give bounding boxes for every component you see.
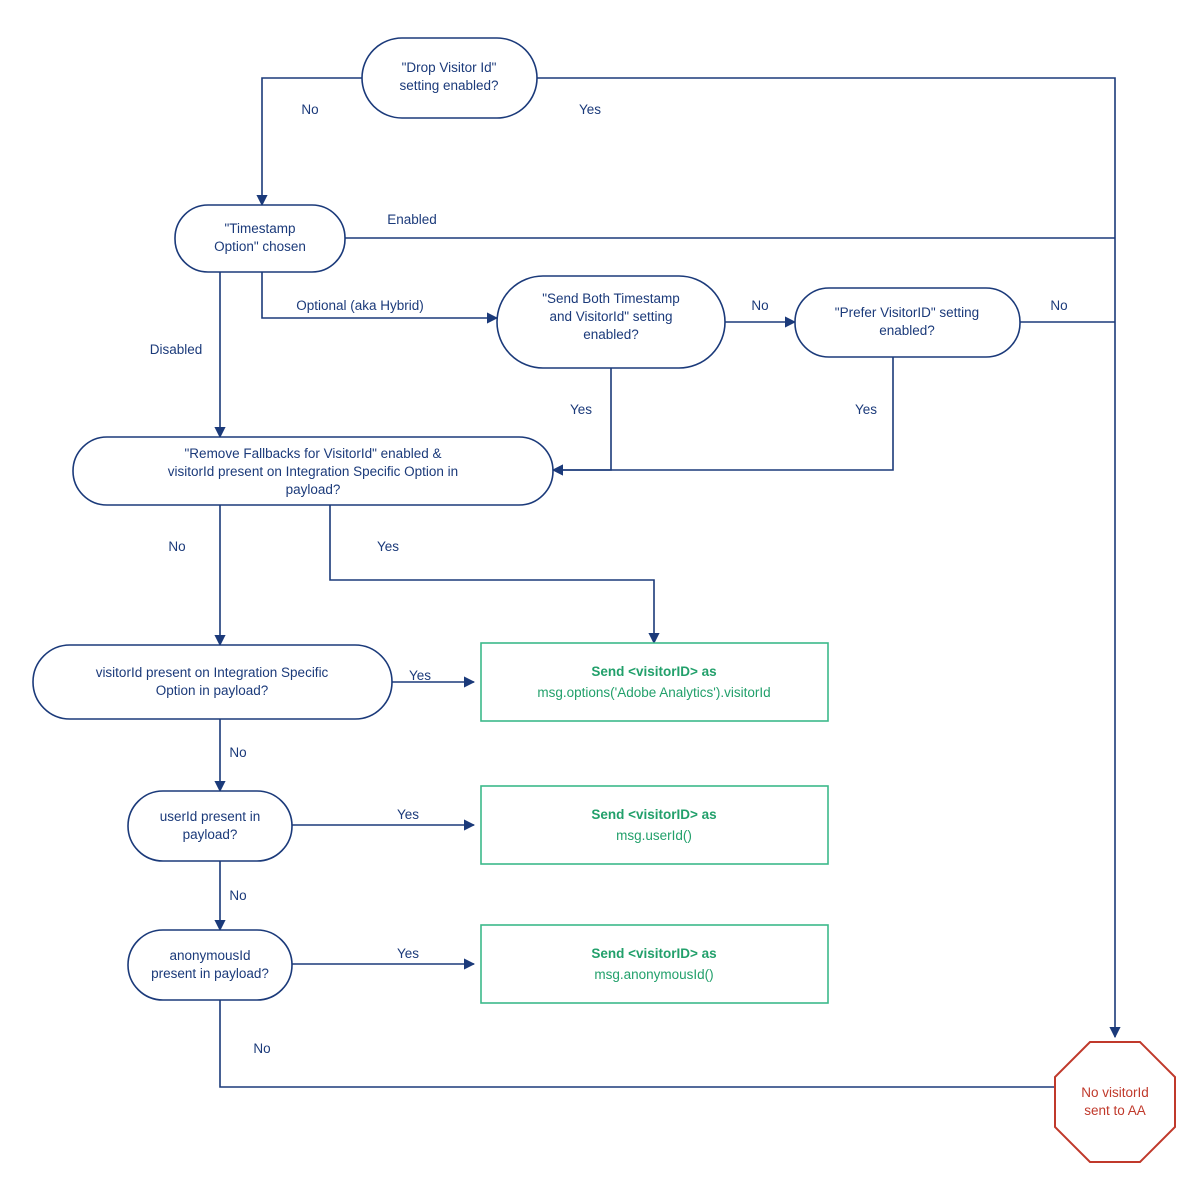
node-remove-fallbacks-line-2: visitorId present on Integration Specific Option in	[167, 464, 459, 479]
action-send-visitorid-options-sub: msg.options('Adobe Analytics').visitorId	[537, 685, 771, 700]
edge-label-sendboth-yes: Yes	[569, 402, 593, 417]
node-send-both	[497, 276, 725, 368]
edge-removefallbacks-yes	[330, 505, 654, 643]
edge-label-timestamp-disabled: Disabled	[149, 342, 203, 357]
edge-prefer-yes	[553, 357, 893, 470]
node-stop-line-1: No visitorId	[1081, 1085, 1149, 1100]
edge-sendboth-yes	[553, 368, 611, 470]
edge-label-drop-no: No	[301, 102, 319, 117]
node-drop-visitor-id-line-1: "Drop Visitor Id"	[401, 60, 497, 75]
node-remove-fallbacks-line-1: "Remove Fallbacks for VisitorId" enabled &	[184, 446, 442, 461]
edge-label-prefer-no: No	[1050, 298, 1068, 313]
edge-label-anonymousid-no: No	[253, 1041, 271, 1056]
node-anonymousid-present	[128, 930, 292, 1000]
node-userid-present-line-2: payload?	[182, 827, 238, 842]
edge-label-timestamp-optional: Optional (aka Hybrid)	[296, 298, 424, 313]
node-prefer-visitorid-line-2: enabled?	[879, 323, 935, 338]
action-send-visitorid-anonymousid	[481, 925, 828, 1003]
node-send-both-line-1: "Send Both Timestamp	[542, 291, 680, 306]
node-stop-no-visitorid	[1055, 1042, 1175, 1162]
action-send-visitorid-userid-sub: msg.userId()	[616, 828, 692, 843]
node-remove-fallbacks	[73, 437, 553, 505]
node-timestamp-option-line-2: Option" chosen	[214, 239, 306, 254]
node-prefer-visitorid	[795, 288, 1020, 357]
node-send-both-line-3: enabled?	[583, 327, 639, 342]
action-send-visitorid-userid-title: Send <visitorID> as	[591, 807, 717, 822]
edge-label-anonymousid-yes: Yes	[396, 946, 420, 961]
edge-label-drop-yes: Yes	[578, 102, 602, 117]
edge-label-visitorid-yes: Yes	[408, 668, 432, 683]
node-send-both-line-2: and VisitorId" setting	[549, 309, 673, 324]
node-userid-present	[128, 791, 292, 861]
node-remove-fallbacks-line-3: payload?	[285, 482, 341, 497]
action-send-visitorid-options-title: Send <visitorID> as	[591, 664, 717, 679]
node-anonymousid-present-line-2: present in payload?	[151, 966, 269, 981]
node-prefer-visitorid-line-1: "Prefer VisitorID" setting	[834, 305, 980, 320]
edge-anonymousid-no	[220, 1000, 1078, 1087]
node-visitorid-present	[33, 645, 392, 719]
edge-label-removefallbacks-yes: Yes	[376, 539, 400, 554]
node-timestamp-option-line-1: "Timestamp	[224, 221, 296, 236]
edge-label-prefer-yes: Yes	[854, 402, 878, 417]
edge-label-userid-no: No	[229, 888, 247, 903]
node-timestamp-option	[175, 205, 345, 272]
node-userid-present-line-1: userId present in	[159, 809, 261, 824]
action-send-visitorid-userid	[481, 786, 828, 864]
node-drop-visitor-id-line-2: setting enabled?	[399, 78, 499, 93]
edge-label-removefallbacks-no: No	[168, 539, 186, 554]
edge-label-timestamp-enabled: Enabled	[387, 212, 437, 227]
node-stop-line-2: sent to AA	[1084, 1103, 1146, 1118]
edge-label-userid-yes: Yes	[396, 807, 420, 822]
node-visitorid-present-line-2: Option in payload?	[155, 683, 269, 698]
action-send-visitorid-anonymousid-sub: msg.anonymousId()	[594, 967, 714, 982]
edge-label-visitorid-no: No	[229, 745, 247, 760]
edge-label-sendboth-no: No	[751, 298, 769, 313]
edge-drop-yes	[537, 78, 1115, 1037]
node-visitorid-present-line-1: visitorId present on Integration Specific	[95, 665, 329, 680]
action-send-visitorid-options	[481, 643, 828, 721]
node-anonymousid-present-line-1: anonymousId	[169, 948, 251, 963]
action-send-visitorid-anonymousid-title: Send <visitorID> as	[591, 946, 717, 961]
edge-drop-no	[262, 78, 362, 205]
node-drop-visitor-id	[362, 38, 537, 118]
